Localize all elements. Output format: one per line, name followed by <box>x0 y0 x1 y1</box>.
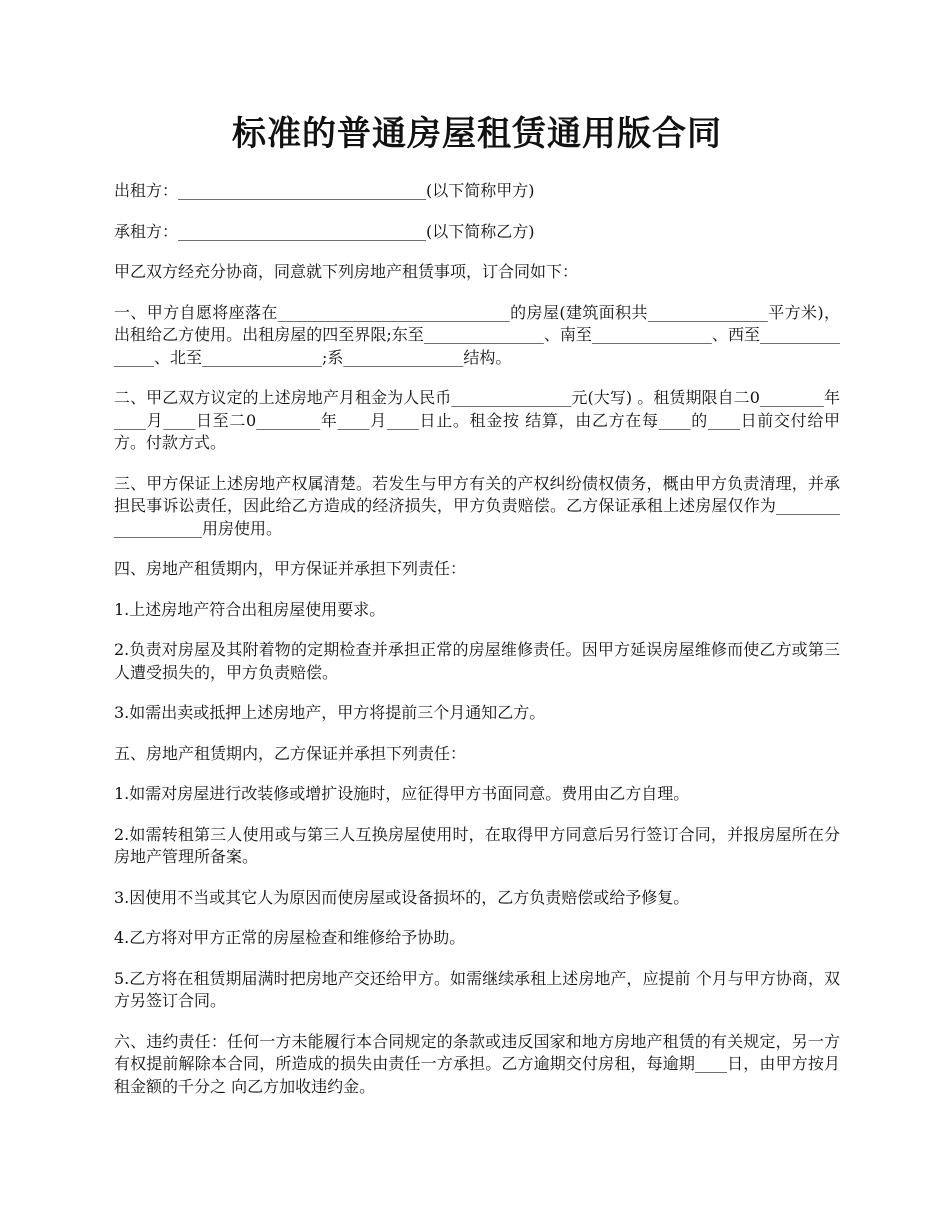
clause-5-item-3: 3.因使用不当或其它人为原因而使房屋或设备损坏的，乙方负责赔偿或给予修复。 <box>114 887 690 907</box>
lessor-line: 出租方：_______________________________(以下简称甲方) <box>114 181 535 200</box>
clause-1-property: 一、甲方自愿将座落在_____________________________的房屋(建筑面积共_______________平方米)，出租给乙方使用。出租房屋的四至界限;东至_______________、南至_______________、西至_______________、北至_______________;系_______________结构。 <box>114 302 840 367</box>
clause-4-heading: 四、房地产租赁期内，甲方保证并承担下列责任： <box>114 559 467 578</box>
clause-6-breach: 六、违约责任：任何一方未能履行本合同规定的条款或违反国家和地方房地产租赁的有关规定，另一方有权提前解除本合同，所造成的损失由责任一方承担。乙方逾期交付房租，每逾期____日，由甲方按月租金额的千分之 向乙方加收违约金。 <box>114 1031 840 1096</box>
clause-4-item-1: 1.上述房地产符合出租房屋使用要求。 <box>114 599 386 619</box>
clause-5-item-5: 5.乙方将在租赁期届满时把房地产交还给甲方。如需继续承租上述房地产，应提前 个月与甲方协商，双方另签订合同。 <box>114 968 840 1010</box>
clause-3-ownership: 三、甲方保证上述房地产权属清楚。若发生与甲方有关的产权纠纷债权债务，概由甲方负责清理，并承担民事诉讼责任，因此给乙方造成的经济损失，甲方负责赔偿。乙方保证承租上述房屋仅作为___________________用房使用。 <box>114 473 840 538</box>
contract-page <box>114 110 840 1116</box>
preamble: 甲乙双方经充分协商，同意就下列房地产租赁事项，订合同如下： <box>114 262 579 281</box>
clause-2-rent: 二、甲乙双方议定的上述房地产月租金为人民币_______________元(大写) 。租赁期限自二0________年____月____日至二0________年____月____日止。租金按 结算，由乙方在每____的____日前交付给甲方。付款方式。 <box>114 388 840 452</box>
clause-4-item-3: 3.如需出卖或抵押上述房地产，甲方将提前三个月通知乙方。 <box>114 703 546 722</box>
clause-4-item-2: 2.负责对房屋及其附着物的定期检查并承担正常的房屋维修责任。因甲方延误房屋维修而使乙方或第三人遭受损失的，甲方负责赔偿。 <box>114 640 840 682</box>
clause-5-heading: 五、房地产租赁期内，乙方保证并承担下列责任： <box>114 743 467 763</box>
lessee-line: 承租方：_______________________________(以下简称乙方) <box>114 221 535 241</box>
clause-5-item-4: 4.乙方将对甲方正常的房屋检查和维修给予协助。 <box>114 928 466 947</box>
clause-5-item-2: 2.如需转租第三人使用或与第三人互换房屋使用时，在取得甲方同意后另行签订合同，并报房屋所在分房地产管理所备案。 <box>114 824 840 866</box>
clause-5-item-1: 1.如需对房屋进行改装修或增扩设施时，应征得甲方书面同意。费用由乙方自理。 <box>114 784 690 803</box>
document-title: 标准的普通房屋租赁通用版合同 <box>232 114 722 154</box>
